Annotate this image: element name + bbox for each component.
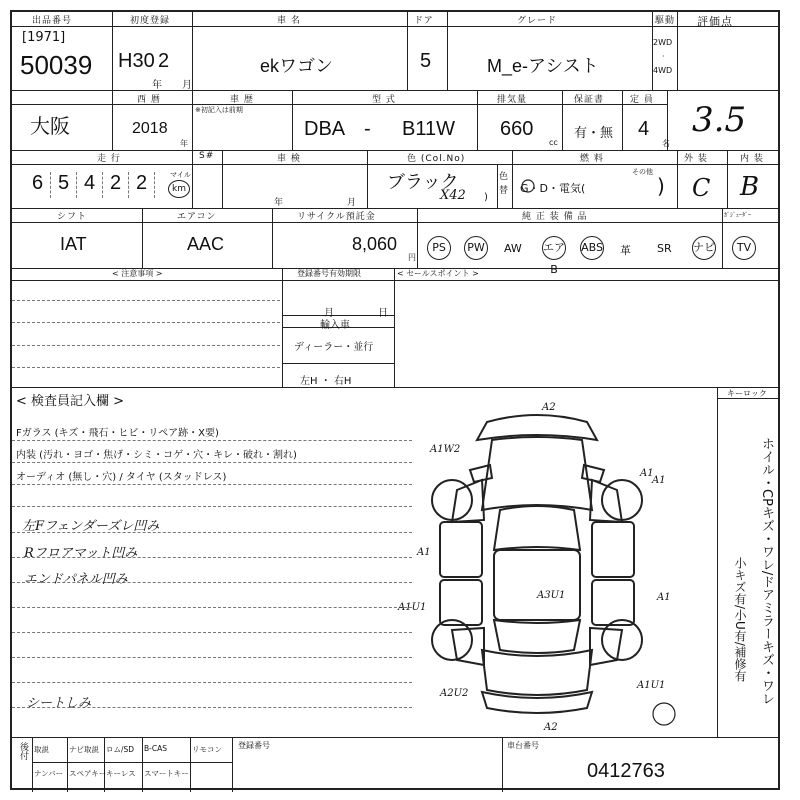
car-name-value: ekワゴン xyxy=(260,56,334,76)
displacement-label: 排気量 xyxy=(497,95,528,105)
capacity-value: 4 xyxy=(638,118,650,140)
fuel-other: その他 xyxy=(632,168,653,176)
handle-option: 左H ・ 右H xyxy=(300,376,352,387)
reg-expiry-label: 登録番号有効期限 xyxy=(297,269,361,278)
inspector-label: < 検査員記入欄 > xyxy=(16,394,125,409)
notes-label: < 注意事項 > xyxy=(112,269,163,278)
lot-bracket: [1971] xyxy=(22,30,66,45)
damage-mark: A1U1 xyxy=(398,602,427,613)
year-nen: 年 xyxy=(180,139,188,148)
side-note-1: ホイル・CPキズ・ワレ/ドアミラーキズ・ワレ xyxy=(759,437,774,706)
bottom-table-cell: 取説 xyxy=(34,745,49,754)
shift-label: シフト xyxy=(57,212,88,222)
equipment-item: 革 xyxy=(620,244,631,257)
mileage-digit: 5 xyxy=(58,172,70,194)
recycle-label: リサイクル預託金 xyxy=(297,212,376,222)
region-value: 大阪 xyxy=(30,116,70,138)
side-note-2: 小キズ有/小U有/補修有 xyxy=(733,557,747,682)
equipment-item: ABS xyxy=(580,236,604,260)
aircon-value: AAC xyxy=(187,234,225,254)
color-label: 色 (Col.No) xyxy=(407,154,466,164)
mile-unit: マイル xyxy=(170,171,191,179)
damage-mark: A2U2 xyxy=(440,688,469,699)
model-code: B11W xyxy=(402,118,455,140)
yen-unit: 円 xyxy=(408,253,416,262)
cc-unit: cc xyxy=(549,138,558,147)
note-3: エンドパネル凹み xyxy=(24,572,128,587)
year-label: 西 暦 xyxy=(137,95,161,105)
history-note: ※初記入は前期 xyxy=(195,106,243,114)
note-1: 左Fフェンダーズレ凹み xyxy=(22,519,160,534)
score-label: 評価点 xyxy=(697,15,733,28)
inspector-line: Fガラス (キズ・飛石・ヒビ・リペア跡・X要) xyxy=(16,428,219,439)
reg-no-label: 登録番号 xyxy=(238,741,270,750)
damage-mark: A1 xyxy=(657,592,671,603)
chassis-no-label: 車台番号 xyxy=(507,741,539,750)
bottom-table-cell: B-CAS xyxy=(144,744,167,753)
fuel-gas-circle xyxy=(521,179,535,193)
damage-mark: A3U1 xyxy=(537,590,566,601)
inspection-month: 月 xyxy=(347,198,357,208)
sdo-label: S# xyxy=(199,151,215,161)
drive-4wd: 4WD xyxy=(653,66,673,75)
bottom-table-cell: リモコン xyxy=(192,745,222,754)
note-2: Rフロアマット凹み xyxy=(24,546,138,561)
equipment-item: SR xyxy=(657,242,672,255)
bottom-table-cell: ナビ取説 xyxy=(69,745,99,754)
equipment-item: エアB xyxy=(542,236,566,260)
score-value: 3.5 xyxy=(692,100,747,140)
grade-label: グレード xyxy=(517,16,558,26)
damage-mark: A1 xyxy=(640,468,654,479)
lot-no-label: 出品番号 xyxy=(32,16,73,26)
auction-sheet: 出品番号 初度登録 車 名 ドア グレード 駆動 評価点 [1971] 50039 H30 2 年 月 ekワゴン 5 M_e-アシスト 2WD · 4WD 西 暦 車 歴 型 式 排気量 保証書 定 員 大阪 2018 年 ※初記入は前期 DBA - B11W 660 cc 有・無 4 名 3.5 走 行 S# 車 検 色 (Col.No) 燃 料 外 装 内 装 6 5 4 2 2 マイル km 年 月 ブラック X42 ) 色替 G・D・電気( その他 ) C B シフト エアコン リサイクル預託金 純 正 装 備 品 ｶﾞｼﾞｪｰﾀﾞｰ IAT AAC 8,060 円 PS PW AW エアB ABS 革 SR ナビ TV < 注意事項 > 登録番号有効期限 < セールスポイント > 月 日 輸入車 ディーラー・並行 左H ・ 右H < 検査員記入欄 > キーロック Fガラス (キズ・飛石・ヒビ・リペア跡・X要) 内装 (汚れ・ヨゴ・焦げ・シミ・コゲ・穴・キレ・破れ・割れ) オーディオ (無し・穴) / タイヤ (スタッドレス) 左Fフェンダーズレ凹み Rフロアマット凹み エンドパネル凹み シートしみ ホイル・CPキズ・ワレ/ドアミラーキズ・ワレ 小キズ有/小U有/補修有 A2 A1W2 A1 A1 A1 A1U1 A3U1 A1 A2U2 A1U1 A2 後付 取説 ナビ取説 ロム/SD B-CAS リモコン ナンバー スペアキー キーレス スマートキー 登録番号 車台番号 0412763 xyxy=(10,10,780,790)
persons-unit: 名 xyxy=(662,139,670,148)
first-reg-era: H30 xyxy=(118,50,155,72)
warranty-label: 保証書 xyxy=(574,95,605,105)
car-name-label: 車 名 xyxy=(277,16,301,26)
km-circle: km xyxy=(168,180,190,198)
mileage-digit: 6 xyxy=(32,172,44,194)
model-type-label: 型 式 xyxy=(372,95,396,105)
import-label: 輸入車 xyxy=(320,320,350,331)
model-prefix: DBA xyxy=(304,118,346,140)
color-change-label: 色替 xyxy=(499,172,509,196)
damage-mark: A1U1 xyxy=(637,680,666,691)
equipment-item: PS xyxy=(427,236,451,260)
inspection-label: 車 検 xyxy=(277,154,301,164)
mileage-digit: 4 xyxy=(84,172,96,194)
bottom-table-cell: スマートキー xyxy=(144,769,189,778)
fuel-options: G・D・電気( xyxy=(520,182,586,195)
first-reg-label: 初度登録 xyxy=(130,16,171,26)
bottom-table-cell: スペアキー xyxy=(69,769,107,778)
shift-value: IAT xyxy=(60,234,87,254)
warranty-options: 有・無 xyxy=(574,126,614,141)
exterior-label: 外 装 xyxy=(684,154,708,164)
damage-mark: A1W2 xyxy=(430,444,461,455)
chassis-no-value: 0412763 xyxy=(587,760,665,782)
equipment-item: ナビ xyxy=(692,236,716,260)
year-value: 2018 xyxy=(132,120,168,137)
history-label: 車 歴 xyxy=(230,95,254,105)
mileage-digit: 2 xyxy=(110,172,122,194)
drive-2wd: 2WD xyxy=(653,38,673,47)
displacement-value: 660 xyxy=(500,118,534,140)
grade-value: M_e-アシスト xyxy=(487,56,599,76)
damage-mark: A1 xyxy=(417,547,431,558)
fuel-close: ) xyxy=(657,174,665,198)
drive-label: 駆動 xyxy=(655,16,676,26)
reg-day: 日 xyxy=(378,308,388,319)
inspector-line: 内装 (汚れ・ヨゴ・焦げ・シミ・コゲ・穴・キレ・破れ・割れ) xyxy=(16,450,297,461)
sales-point-label: < セールスポイント > xyxy=(397,269,479,278)
dealer-option: ディーラー・並行 xyxy=(294,342,374,353)
color-value: ブラック xyxy=(387,172,459,192)
tv-label: ｶﾞｼﾞｪｰﾀﾞｰ xyxy=(724,212,752,219)
damage-mark: A2 xyxy=(544,722,558,733)
year-unit: 年 xyxy=(152,80,162,91)
bottom-table-cell: キーレス xyxy=(106,769,136,778)
equipment-item: PW xyxy=(464,236,488,260)
model-dash: - xyxy=(364,118,371,140)
inspection-year: 年 xyxy=(274,198,284,208)
damage-mark: A2 xyxy=(542,402,556,413)
first-reg-month: 2 xyxy=(158,50,170,72)
capacity-label: 定 員 xyxy=(630,95,654,105)
recycle-value: 8,060 xyxy=(352,234,398,254)
exterior-grade: C xyxy=(692,174,711,202)
bottom-side-label: 後付 xyxy=(18,742,28,760)
bottom-table-cell: ナンバー xyxy=(34,769,64,778)
interior-label: 内 装 xyxy=(740,154,764,164)
interior-grade: B xyxy=(740,172,760,202)
lot-number: 50039 xyxy=(20,50,93,80)
mileage-label: 走 行 xyxy=(97,154,121,164)
equipment-item: AW xyxy=(504,242,522,255)
note-4: シートしみ xyxy=(26,696,92,711)
damage-mark: A1 xyxy=(652,475,666,486)
inspector-line: オーディオ (無し・穴) / タイヤ (スタッドレス) xyxy=(16,472,227,483)
reg-month: 月 xyxy=(324,308,334,319)
key-lock-label: キーロック xyxy=(727,389,767,398)
doors-value: 5 xyxy=(420,50,432,72)
month-unit: 月 xyxy=(182,80,192,91)
equipment-item: TV xyxy=(732,236,756,260)
color-code: X42 xyxy=(440,188,466,203)
equipment-label: 純 正 装 備 品 xyxy=(522,212,588,222)
doors-label: ドア xyxy=(414,16,434,26)
bottom-table-cell: ロム/SD xyxy=(106,745,135,754)
aircon-label: エアコン xyxy=(177,212,217,222)
fuel-label: 燃 料 xyxy=(580,154,604,164)
mileage-digit: 2 xyxy=(136,172,148,194)
